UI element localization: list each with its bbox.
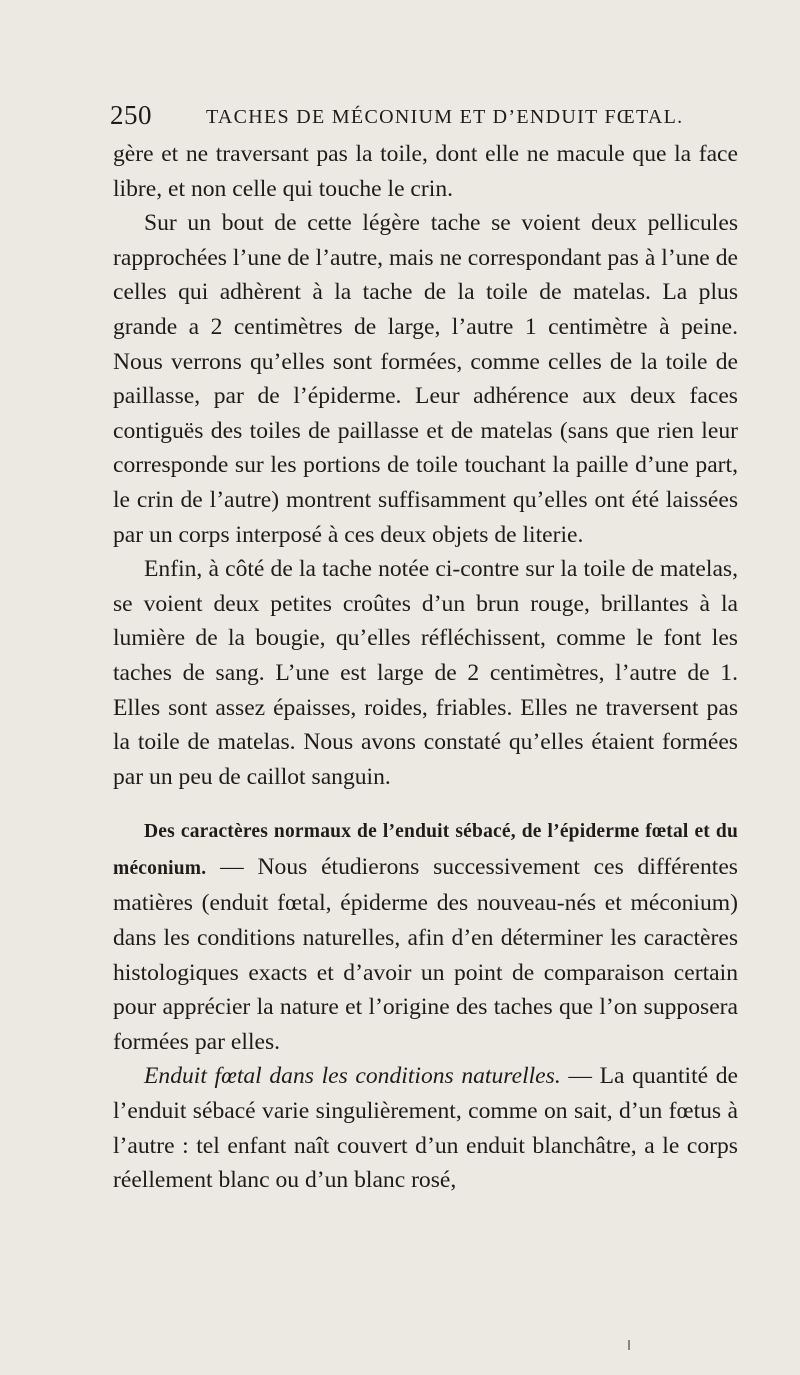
subsection-text: — La quantité de l’enduit sébacé varie singulièrement, comme on sait, d’un fœtus à l’autre : tel enfant naît couvert d’un enduit blanchâtre, a le corps réellement blanc ou d’un blanc rosé, xyxy=(113,1063,738,1194)
section-text: — Nous étudierons successivement ces différentes matières (enduit fœtal, épiderme des nouveau-nés et méconium) dans les conditions naturelles, afin d’en déterminer les caractères histologiques exacts et d’avoir un point de comparaison certain pour apprécier la nature et l’origine des taches que l’on supposera formées par elles. xyxy=(113,853,738,1055)
paragraph-enduit-foetal xyxy=(113,1059,738,1197)
page-header xyxy=(110,100,720,132)
print-speck xyxy=(628,1340,630,1350)
paragraph-croutes: Enfin, à côté de la tache notée ci-contre sur la toile de matelas, se voient deux petites croûtes d’un brun rouge, brillantes à la lumière de la bougie, qu’elles réfléchissent, comme le font les taches de sang. L’une est large de 2 centimètres, l’autre de 1. Elles sont assez épaisses, roides, friables. Elles ne traversent pas la toile de matelas. Nous avons constaté qu’elles étaient formées par un peu de caillot sanguin. xyxy=(113,556,738,790)
paragraph-continuation: gère et ne traversant pas la toile, dont elle ne macule que la face libre, et non celle qui touche le crin. xyxy=(113,141,738,202)
page-number: 250 xyxy=(110,100,152,130)
section-gap xyxy=(113,794,738,813)
running-title: TACHES DE MÉCONIUM ET D’ENDUIT FŒTAL. xyxy=(206,106,684,128)
paragraph-caracteres-normaux xyxy=(113,813,738,1059)
subsection-heading: Enduit fœtal dans les conditions naturelles. xyxy=(144,1063,561,1090)
paragraph-pellicules: Sur un bout de cette légère tache se voient deux pellicules rapprochées l’une de l’autre, mais ne correspondant pas à l’une de celles qui adhèrent à la tache de la toile de matelas. La plus grande a 2 centimètres de large, l’autre 1 centimètre à peine. Nous verrons qu’elles sont formées, comme celles de la toile de paillasse, par de l’épiderme. Leur adhérence aux deux faces contiguës des toiles de paillasse et de matelas (sans que rien leur corresponde sur les portions de toile touchant la paille d’une part, le crin de l’autre) montrent suffisamment qu’elles ont été laissées par un corps interposé à ces deux objets de literie. xyxy=(113,210,738,548)
body-text xyxy=(113,137,738,1198)
section-heading: Des caractères normaux de l’enduit sébacé, de l’épiderme fœtal et du méconium. xyxy=(113,821,738,879)
